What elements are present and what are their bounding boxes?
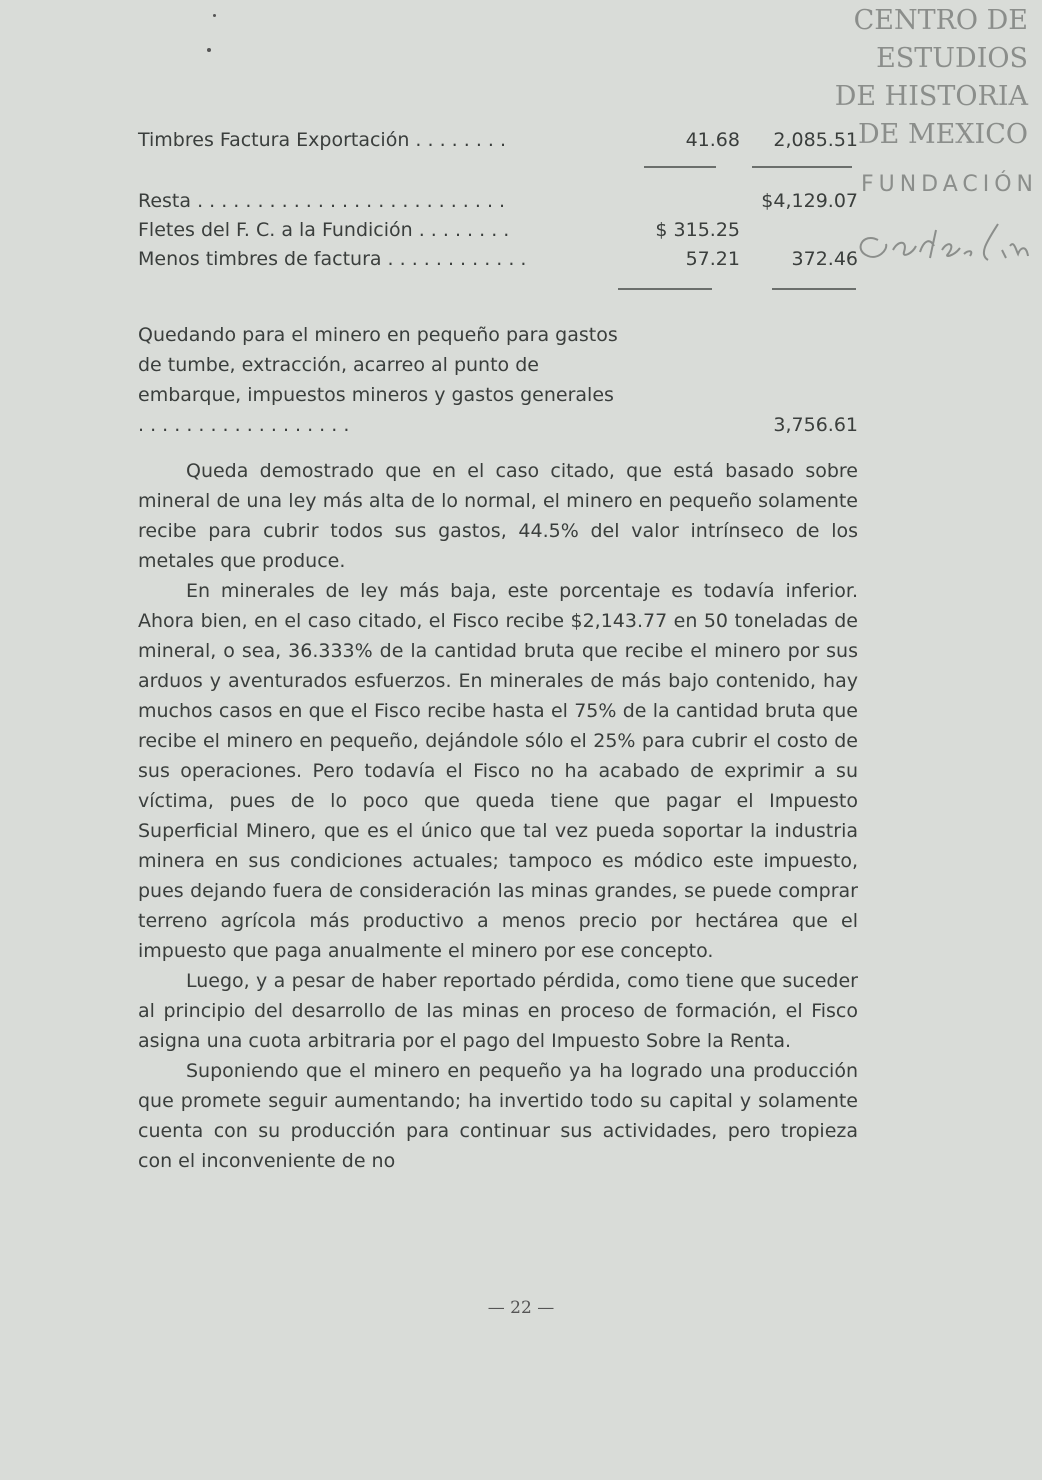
row-value-col1: $ 315.25: [655, 219, 740, 241]
row-value-col1: 57.21: [685, 248, 740, 270]
quedando-text: Quedando para el minero en pequeño para gastos de tumbe, extracción, acarreo al punto de embarque, impuestos mineros y gastos generales . . . . . . . . . . . . . . . . . .: [138, 324, 618, 436]
page-number: — 22 —: [487, 1298, 555, 1318]
table-row: [138, 186, 858, 216]
row-value-col2: 372.46: [791, 248, 858, 270]
paragraph: Luego, y a pesar de haber reportado pérdida, como tiene que suceder al principio del desarrollo de las minas en proceso de formación, el Fisco asigna una cuota arbitraria por el pago del Impuesto Sobre la Renta.: [138, 970, 858, 1052]
paragraph: Queda demostrado que en el caso citado, que está basado sobre mineral de una ley más alta de lo normal, el minero en pequeño solamente recibe para cubrir todos sus gastos, 44.5% del valor intrínseco de los metales que produce.: [138, 460, 858, 572]
signature-mark: [838, 210, 1038, 270]
sum-rule: [772, 288, 856, 290]
table-row: [138, 215, 858, 245]
sum-rule: [752, 166, 852, 168]
row-value-col2: $4,129.07: [761, 190, 858, 212]
sum-rule: [618, 288, 712, 290]
row-value-col2: 2,085.51: [773, 129, 858, 151]
speck: [213, 14, 216, 17]
watermark-line: DE MEXICO: [858, 119, 1028, 150]
row-label: Resta . . . . . . . . . . . . . . . . . . . . . . . . . .: [138, 190, 506, 212]
watermark-line: DE HISTORIA: [834, 81, 1028, 112]
table-row: [138, 244, 858, 274]
row-label: Fletes del F. C. a la Fundición . . . . . . . .: [138, 219, 510, 241]
body-text: [138, 456, 858, 1176]
paragraph: Suponiendo que el minero en pequeño ya ha logrado una producción que promete seguir aumentando; ha invertido todo su capital y solamente cuenta con su producción para continuar sus actividades, pero tropieza con el inconveniente de no: [138, 1060, 858, 1172]
watermark-line: ESTUDIOS: [876, 43, 1028, 74]
table-row: [138, 125, 858, 155]
paragraph: En minerales de ley más baja, este porcentaje es todavía inferior. Ahora bien, en el caso citado, el Fisco recibe $2,143.77 en 50 toneladas de mineral, o sea, 36.333% de la cantidad bruta que recibe el minero por sus arduos y aventurados esfuerzos. En minerales de más bajo contenido, hay muchos casos en que el Fisco recibe hasta el 75% de la cantidad bruta que recibe el minero en pequeño, dejándole sólo el 25% para cubrir el costo de sus operaciones. Pero todavía el Fisco no ha acabado de exprimir a su víctima, pues de lo poco que queda tiene que pagar el Impuesto Superficial Minero, que es el único que tal vez pueda soportar la industria minera en sus condiciones actuales; tampoco es módico este impuesto, pues dejando fuera de consideración las minas grandes, se puede comprar terreno agrícola más productivo a menos precio por hectárea que el impuesto que paga anualmente el minero por ese concepto.: [138, 580, 858, 962]
row-label: Timbres Factura Exportación . . . . . . . .: [138, 129, 507, 151]
row-value-col1: 41.68: [685, 129, 740, 151]
speck: [207, 48, 211, 52]
sum-rule: [644, 166, 716, 168]
watermark-line: CENTRO DE: [853, 5, 1028, 36]
quedando-value: 3,756.61: [773, 414, 858, 436]
watermark-fundacion: FUNDACIÓN: [860, 172, 1038, 197]
row-label: Menos timbres de factura . . . . . . . . . . . .: [138, 248, 527, 270]
